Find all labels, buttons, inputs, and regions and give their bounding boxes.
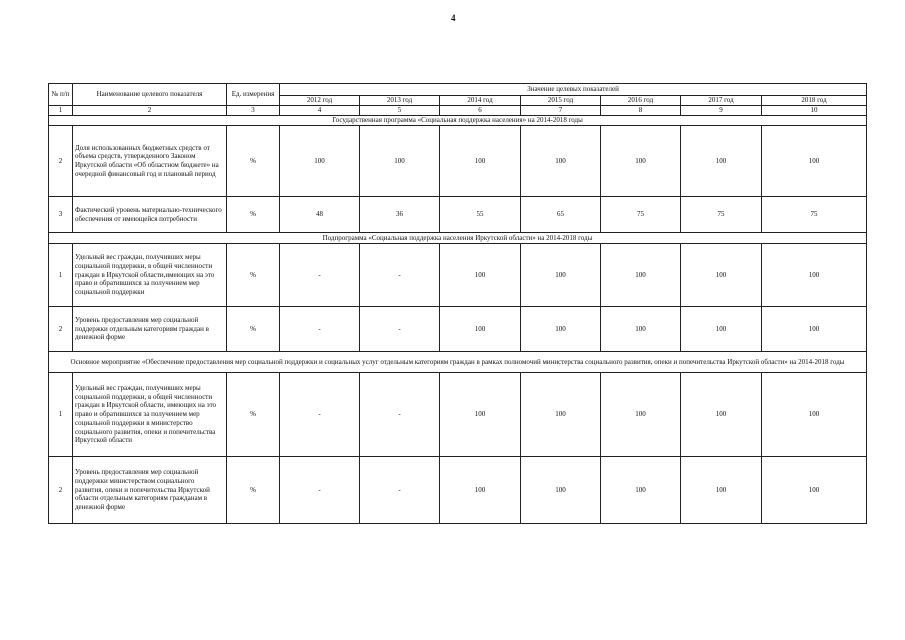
indicator-name: Удельный вес граждан, получивших меры социальной поддержки, в общей численности граждан в Иркутской области,имеющих на это право и обратившихся за получением мер социальной поддержки <box>73 244 227 307</box>
table-row <box>49 307 867 352</box>
value-cell: 100 <box>521 457 601 524</box>
value-cell: - <box>360 244 440 307</box>
value-cell: 48 <box>280 197 360 233</box>
value-cell: 75 <box>762 197 867 233</box>
value-cell: 100 <box>440 126 521 197</box>
value-cell: 100 <box>762 457 867 524</box>
header-unit: Ед. измерения <box>227 84 280 106</box>
value-cell: 65 <box>521 197 601 233</box>
indicator-name: Удельный вес граждан, получивших меры социальной поддержки, в общей численности граждан в Иркутской области, имеющих на это право и обратившихся за получением мер социальной поддержки в министерство социального развития, опеки и попечительства Иркутской области <box>73 373 227 457</box>
value-cell: - <box>280 244 360 307</box>
table-row <box>49 197 867 233</box>
unit: % <box>227 307 280 352</box>
section-title: Государственная программа «Социальная поддержка населения» на 2014-2018 годы <box>49 116 867 126</box>
value-cell: 100 <box>762 373 867 457</box>
header-year: 2017 год <box>681 96 762 106</box>
value-cell: 100 <box>681 373 762 457</box>
value-cell: 100 <box>762 244 867 307</box>
unit: % <box>227 197 280 233</box>
header-values: Значение целевых показателей <box>280 84 867 96</box>
value-cell: - <box>280 307 360 352</box>
value-cell: 100 <box>521 244 601 307</box>
value-cell: 100 <box>440 373 521 457</box>
row-number: 2 <box>49 307 73 352</box>
page-number: 4 <box>451 13 456 23</box>
value-cell: - <box>360 457 440 524</box>
column-index-row <box>49 106 867 116</box>
table-row <box>49 373 867 457</box>
value-cell: 100 <box>681 457 762 524</box>
column-index: 8 <box>601 106 681 116</box>
value-cell: 100 <box>440 244 521 307</box>
value-cell: 100 <box>762 307 867 352</box>
indicator-name: Доля использованных бюджетных средств от объема средств, утвержденного Законом Иркутской области «Об областном бюджете» на очередной финансовый год и плановый период <box>73 126 227 197</box>
header-indicator-name: Наименование целевого показателя <box>73 84 227 106</box>
header-number: № п/п <box>49 84 73 106</box>
section-title: Подпрограмма «Социальная поддержка населения Иркутской области» на 2014-2018 годы <box>49 233 867 244</box>
unit: % <box>227 457 280 524</box>
value-cell: 75 <box>681 197 762 233</box>
unit: % <box>227 373 280 457</box>
target-indicators-table <box>48 83 867 524</box>
table-row <box>49 457 867 524</box>
column-index: 1 <box>49 106 73 116</box>
value-cell: 100 <box>601 457 681 524</box>
value-cell: - <box>360 307 440 352</box>
unit: % <box>227 126 280 197</box>
indicator-name: Уровень предоставления мер социальной поддержки министерством социального развития, опеки и попечительства Иркутской области отдельным категориям гражданам в денежной форме <box>73 457 227 524</box>
row-number: 2 <box>49 126 73 197</box>
value-cell: 100 <box>601 244 681 307</box>
header-year: 2018 год <box>762 96 867 106</box>
row-number: 1 <box>49 373 73 457</box>
value-cell: 100 <box>521 373 601 457</box>
value-cell: 55 <box>440 197 521 233</box>
value-cell: 100 <box>762 126 867 197</box>
table-row <box>49 244 867 307</box>
unit: % <box>227 244 280 307</box>
value-cell: 100 <box>521 307 601 352</box>
section-title: Основное мероприятие «Обеспечение предоставления мер социальной поддержки и социальных услуг отдельным категориям граждан в рамках полномочий министерства социального развития, опеки и попечительства Иркутской области» на 2014-2018 годы <box>49 352 867 373</box>
column-index: 6 <box>440 106 521 116</box>
value-cell: - <box>280 457 360 524</box>
value-cell: - <box>360 373 440 457</box>
row-number: 1 <box>49 244 73 307</box>
value-cell: 100 <box>601 126 681 197</box>
value-cell: 100 <box>521 126 601 197</box>
value-cell: 100 <box>681 307 762 352</box>
header-year: 2014 год <box>440 96 521 106</box>
table-row <box>49 126 867 197</box>
value-cell: 100 <box>440 457 521 524</box>
column-index: 4 <box>280 106 360 116</box>
row-number: 2 <box>49 457 73 524</box>
header-year: 2013 год <box>360 96 440 106</box>
column-index: 10 <box>762 106 867 116</box>
value-cell: 100 <box>360 126 440 197</box>
value-cell: 100 <box>440 307 521 352</box>
column-index: 9 <box>681 106 762 116</box>
value-cell: - <box>280 373 360 457</box>
column-index: 7 <box>521 106 601 116</box>
row-number: 3 <box>49 197 73 233</box>
value-cell: 75 <box>601 197 681 233</box>
header-year: 2016 год <box>601 96 681 106</box>
column-index: 5 <box>360 106 440 116</box>
column-index: 2 <box>73 106 227 116</box>
header-year: 2012 год <box>280 96 360 106</box>
value-cell: 100 <box>601 373 681 457</box>
indicator-name: Уровень предоставления мер социальной поддержки отдельным категориям граждан в денежной форме <box>73 307 227 352</box>
header-year: 2015 год <box>521 96 601 106</box>
value-cell: 100 <box>681 244 762 307</box>
indicator-name: Фактический уровень материально-технического обеспечения от имеющейся потребности <box>73 197 227 233</box>
value-cell: 100 <box>601 307 681 352</box>
column-index: 3 <box>227 106 280 116</box>
value-cell: 100 <box>681 126 762 197</box>
value-cell: 100 <box>280 126 360 197</box>
value-cell: 36 <box>360 197 440 233</box>
